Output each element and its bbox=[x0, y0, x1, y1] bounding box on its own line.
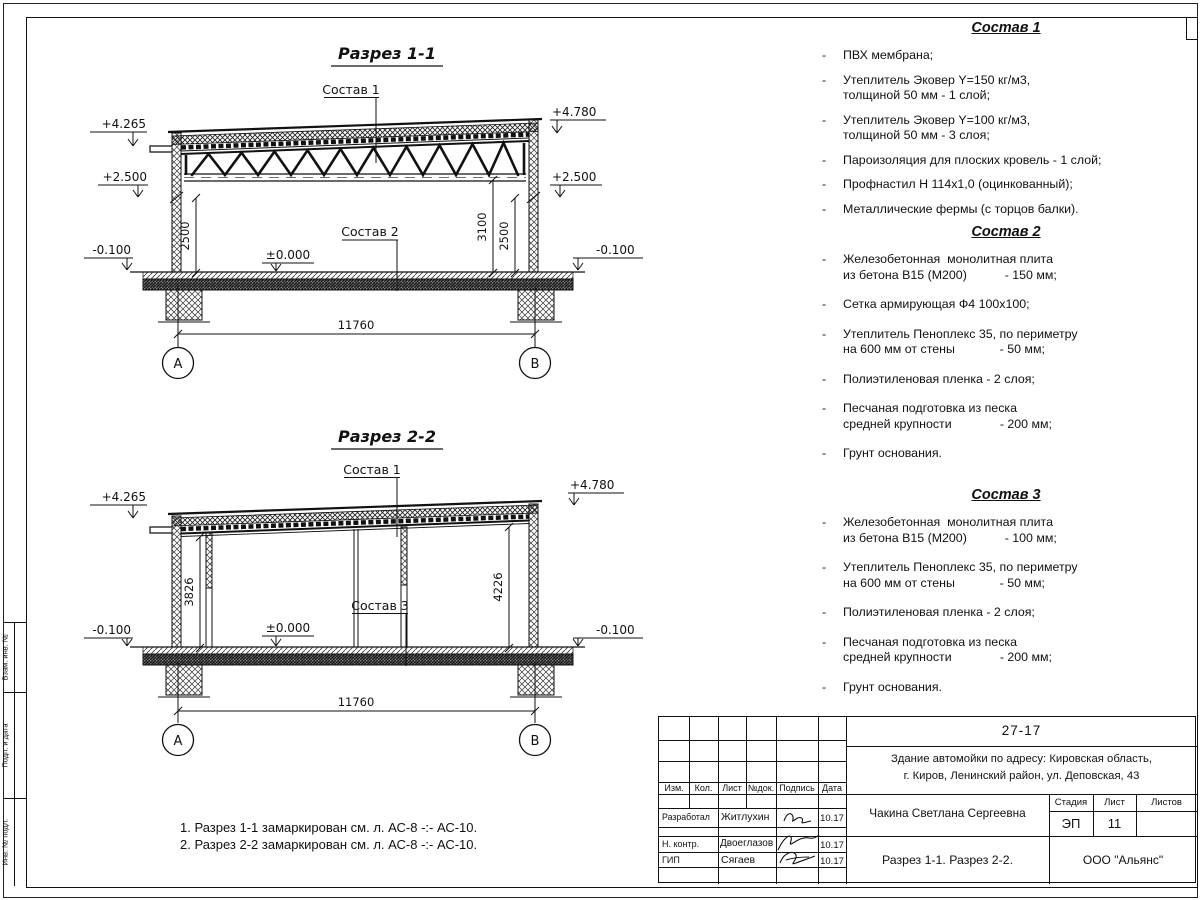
svg-text:11760: 11760 bbox=[337, 318, 375, 332]
side-stamp-label-vzam: Взам. инв. № bbox=[0, 634, 10, 681]
tb-name-gip: Сягаев bbox=[721, 853, 756, 866]
section2-callout-roof: Состав 1 bbox=[343, 462, 401, 477]
composition-2-title: Состав 2 bbox=[971, 224, 1041, 240]
composition-list-1 bbox=[815, 20, 1197, 226]
list-item: - Железобетонная монолитная плита из бетона В15 (М200) - 150 мм; bbox=[822, 252, 1057, 282]
signature-gip bbox=[776, 848, 818, 868]
list-item: - Металлические фермы (с торцов балки). bbox=[822, 201, 1079, 216]
list-item: - ПВХ мембрана; bbox=[822, 48, 934, 62]
svg-text:3100: 3100 bbox=[475, 212, 489, 242]
note-line-1: 1. Разрез 1-1 замаркирован см. л. АС-8 -:- АС-10. bbox=[180, 820, 478, 835]
svg-text:+4.780: +4.780 bbox=[552, 105, 597, 119]
list-item: - Железобетонная монолитная плита из бетона В15 (М200) - 100 мм; bbox=[822, 515, 1057, 545]
tb-sheets-label: Листов bbox=[1151, 797, 1182, 808]
list-item: - Утеплитель Пеноплекс 35, по периметру на 600 мм от стены - 50 мм; bbox=[822, 326, 1078, 356]
svg-text:+2.500: +2.500 bbox=[552, 170, 597, 184]
section-1-1 bbox=[84, 44, 643, 379]
svg-text:+4.265: +4.265 bbox=[101, 490, 146, 504]
tb-object-line2: г. Киров, Ленинский район, ул. Деповская, 43 bbox=[903, 770, 1140, 782]
svg-text:2500: 2500 bbox=[178, 221, 192, 251]
note-line-2: 2. Разрез 2-2 замаркирован см. л. АС-8 -:- АС-10. bbox=[180, 836, 478, 852]
tb-col-kol: Кол. bbox=[694, 783, 713, 793]
composition-list-3 bbox=[815, 487, 1197, 704]
tb-doc-number: 27-17 bbox=[1001, 723, 1042, 738]
signature-developed bbox=[780, 809, 816, 826]
section1-callout-roof: Состав 1 bbox=[322, 82, 380, 97]
tb-role-developed: Разработал bbox=[662, 812, 710, 822]
axis-b-label: В bbox=[530, 734, 540, 749]
tb-role-ncontrol: Н. контр. bbox=[662, 839, 700, 849]
svg-text:+4.780: +4.780 bbox=[570, 478, 615, 492]
tb-col-izm: Изм. bbox=[664, 783, 684, 793]
tb-sheet-label: Лист bbox=[1104, 797, 1125, 808]
list-item: - Профнастил Н 114х1,0 (оцинкованный); bbox=[822, 177, 1073, 191]
tb-date-ncontrol: 10.17 bbox=[820, 840, 844, 851]
side-stamp-label-inv: Инв. № подл. bbox=[0, 818, 10, 866]
tb-col-doc: №док. bbox=[747, 783, 775, 793]
svg-text:+4.265: +4.265 bbox=[101, 117, 146, 131]
tb-company: ООО "Альянс" bbox=[1082, 853, 1164, 867]
tb-name-ncontrol: Двоеглазов bbox=[720, 837, 774, 849]
svg-text:±0.000: ±0.000 bbox=[265, 621, 311, 635]
tb-col-list: Лист bbox=[722, 783, 742, 793]
section1-callout-floor: Состав 2 bbox=[341, 224, 399, 239]
list-item: - Сетка армирующая Ф4 100х100; bbox=[822, 297, 1030, 311]
tb-date-gip: 10.17 bbox=[820, 856, 844, 867]
list-item: - Грунт основания. bbox=[822, 679, 942, 694]
svg-text:±0.000: ±0.000 bbox=[265, 248, 311, 262]
axis-a-label: А bbox=[173, 734, 183, 749]
svg-text:4226: 4226 bbox=[491, 572, 505, 602]
section-2-2 bbox=[84, 427, 643, 756]
svg-text:-0.100: -0.100 bbox=[92, 243, 131, 257]
tb-col-sign: Подпись bbox=[779, 783, 815, 793]
list-item: - Полиэтиленовая пленка - 2 слоя; bbox=[822, 371, 1035, 386]
tb-author: Чакина Светлана Сергеевна bbox=[869, 806, 1026, 820]
tb-name-developed: Житлухин bbox=[721, 810, 770, 823]
svg-text:2500: 2500 bbox=[497, 221, 511, 251]
list-item: - Грунт основания. bbox=[822, 446, 942, 460]
svg-text:+2.500: +2.500 bbox=[102, 170, 147, 184]
section1-title: Разрез 1-1 bbox=[338, 44, 436, 63]
tb-col-date: Дата bbox=[822, 783, 842, 793]
svg-text:-0.100: -0.100 bbox=[92, 623, 131, 637]
section2-title: Разрез 2-2 bbox=[338, 427, 436, 446]
section2-callout-floor: Состав 3 bbox=[351, 598, 409, 613]
svg-text:11760: 11760 bbox=[337, 695, 375, 709]
tb-drawing-title: Разрез 1-1. Разрез 2-2. bbox=[882, 853, 1013, 867]
title-block bbox=[658, 716, 1196, 883]
axis-b-label: В bbox=[530, 357, 540, 372]
notes bbox=[180, 820, 477, 853]
list-item: - Утеплитель Эковер Y=100 кг/м3, толщиной 50 мм - 3 слоя; bbox=[822, 112, 1031, 142]
list-item: - Песчаная подготовка из песка средней крупности - 200 мм; bbox=[822, 634, 1052, 664]
axis-a-label: А bbox=[173, 357, 183, 372]
tb-stage-value: ЭП bbox=[1061, 816, 1081, 831]
tb-date-developed: 10.17 bbox=[820, 813, 844, 824]
tb-stage-label: Стадия bbox=[1054, 797, 1088, 808]
list-item: - Утеплитель Пеноплекс 35, по периметру на 600 мм от стены - 50 мм; bbox=[822, 560, 1078, 590]
svg-text:-0.100: -0.100 bbox=[596, 243, 635, 257]
tb-role-gip: ГИП bbox=[662, 854, 680, 865]
svg-text:-0.100: -0.100 bbox=[596, 623, 635, 637]
list-item: - Утеплитель Эковер Y=150 кг/м3, толщиной 50 мм - 1 слой; bbox=[822, 72, 1031, 102]
tb-object-line1: Здание автомойки по адресу: Кировская область, bbox=[890, 753, 1152, 765]
list-item: - Пароизоляция для плоских кровель - 1 слой; bbox=[822, 152, 1102, 167]
tb-sheet-value: 11 bbox=[1107, 816, 1122, 831]
composition-list-2 bbox=[815, 224, 1197, 471]
list-item: - Полиэтиленовая пленка - 2 слоя; bbox=[822, 605, 1035, 619]
list-item: - Песчаная подготовка из песка средней крупности - 200 мм; bbox=[822, 401, 1052, 431]
composition-3-title: Состав 3 bbox=[971, 487, 1041, 503]
side-stamp-label-podp: Подп. и дата bbox=[0, 723, 10, 768]
svg-text:3826: 3826 bbox=[182, 577, 196, 607]
composition-1-title: Состав 1 bbox=[971, 20, 1041, 36]
